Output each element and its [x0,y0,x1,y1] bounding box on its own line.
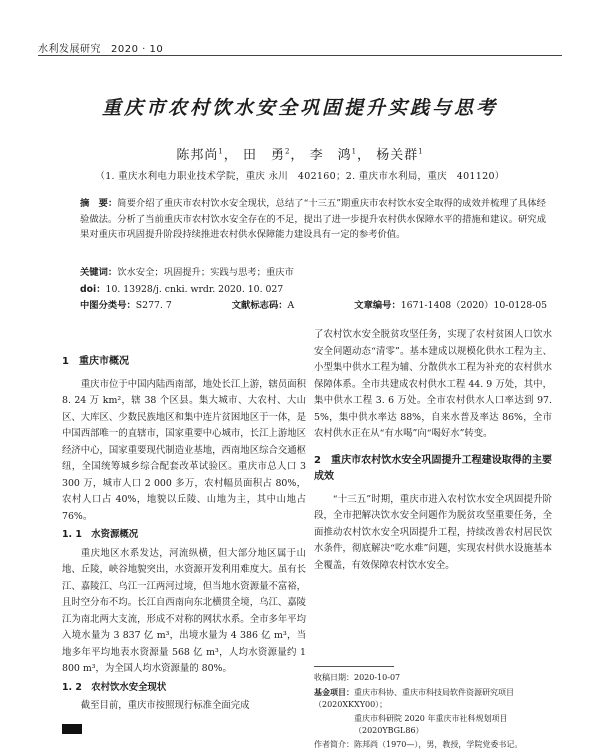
fund-item: 重庆市科研院 2020 年重庆市社科规划项目（2020YBGL86） [354,713,508,735]
journal-issue: 2020 · 10 [111,44,164,55]
paragraph: 了农村饮水安全脱贫攻坚任务，实现了农村贫困人口饮水安全问题动态“清零”。基本建成以规模化供水工程为主、小型集中供水工程为辅、分散供水工程为补充的农村供水保障体系。全市共建成农村供水工程 44. 9 万处，其中，集中供水工程 3. 6 万处。全市农村供水人口率达到 97. 5%，集中供水率达 88%，自来水普及率达 86%，全市农村供水正在从“有水喝”向“喝好水”转变。 [314,329,552,439]
author-affil-mark: 1 [351,147,358,156]
article-id: 1671-1408（2020）10-0128-05 [400,300,548,311]
keywords [80,264,546,278]
abstract-text: 简要介绍了重庆市农村饮水安全现状，总结了“十三五”期重庆市农村饮水安全取得的成效并梳理了具体经验做法。分析了当前重庆市农村饮水安全存在的不足，提出了进一步提升农村供水保障水平的措施和建议。研究成果对重庆市巩固提升阶段持续推进农村供水保障能力建设具有一定的参考价值。 [80,198,546,241]
header-divider [38,55,562,56]
footnote-divider [314,666,394,667]
keywords-text: 饮水安全；巩固提升；实践与思考；重庆市 [117,267,294,278]
fund-item: 重庆市科协、重庆市科技局软件资源研究项目（2020XKXY00）； [314,687,514,709]
abstract [80,196,546,243]
section-heading-2: 2 重庆市农村饮水安全巩固提升工程建设取得的主要成效 [314,454,552,482]
doi-text: 10. 13928/j. cnki. wrdr. 2020. 10. 027 [105,284,284,295]
left-column [62,350,306,715]
doc-code: A [287,300,295,311]
author-affil-mark: 1 [218,147,224,156]
subsection-heading-1-2: 1. 2 农村饮水安全现状 [62,681,167,693]
subsection-heading-1-1: 1. 1 水资源概况 [62,529,139,540]
affiliation: （1. 重庆水利电力职业技术学院，重庆 永川 402160；2. 重庆市水利局，重庆 401120） [95,171,505,182]
page-corner-mark [62,724,82,734]
clc-label: 中图分类号： [80,300,136,311]
paper-title: 重庆市农村饮水安全巩固提升实践与思考 [101,97,498,119]
paragraph: 重庆市位于中国内陆西南部，地处长江上游，辖员面积 8. 24 万 km²，辖 38 个区县。集大城市、大农村、大山区、大库区、少数民族地区和集中连片贫困地区于一体，是中国西部唯一的直辖市，国家重要中心城市，长江上游地区经济中心，国家重要现代制造业基地，西南地区综合交通枢纽，全国统筹城乡综合配套改革试验区。重庆市总人口 3 300 万，城市人口 2 000 多万，农村幅员面积占 80%，农村人口占 40%，地貌以丘陵、山地为主，其中山地占 76%。 [62,378,306,522]
author-name: 陈邦尚 [176,148,219,163]
author-name: 李 鸿 [309,148,352,163]
paragraph: 重庆地区水系发达，河流纵横，但大部分地区属于山地、丘陵，峡谷地貌突出，水资源开发利用难度大。虽有长江、嘉陵江、乌江一江两河过境，但当地水资源量不富裕，且时空分布不均。长江自西南向东北横贯全境，乌江、嘉陵江为南北两大支流，形成不对称的网状水系。全市多年平均入境水量为 3 837 亿 m³，出境水量为 4 386 亿 m³，当地多年平均地表水资源量 568 亿 m³，人均水资源量约 1 800 m³，为全国人均水资源量的 80%。 [62,547,306,674]
journal-name: 水利发展研究 [38,44,101,55]
keywords-label: 关键词： [80,267,118,278]
received-date: 收稿日期：2020-10-07 [314,673,401,682]
author-affil-mark: 1 [418,147,424,156]
doi-label: doi： [80,284,106,295]
abstract-label: 摘 要： [80,198,118,209]
doi [80,281,546,295]
footnotes [314,672,554,752]
clc-code: S277. 7 [135,300,172,311]
article-id-label: 文章编号： [354,300,401,311]
classification-line [80,297,560,311]
author-bio: 作者简介：陈邦尚（1970—），男，教授，学院党委书记。 [314,739,523,749]
fund-info [314,686,554,712]
paragraph: 截至目前，重庆市按照现行标准全面完成 [80,700,250,711]
section-heading-1: 1 重庆市概况 [62,356,129,367]
paragraph: “十三五”时期，重庆市进入农村饮水安全巩固提升阶段，全市把解决饮水安全问题作为脱贫攻坚重要任务，全面推动农村饮水安全巩固提升工程，持续改善农村居民饮水条件，彻底解决“吃水难”问题，实现农村供水设施基本全覆盖，有效保障农村饮水安全。 [314,493,552,571]
author-affil-mark: 2 [284,147,291,156]
author-name: 杨关群 [376,148,419,163]
fund-label: 基金项目： [314,686,354,697]
author-name: 田 勇 [242,148,285,163]
author-list: 陈邦尚$^1$， 田 勇$^2$， 李 鸿$^1$， 杨关群$^1$ [176,147,424,163]
right-column [314,327,552,574]
journal-header [38,40,163,55]
doc-code-label: 文献标志码： [231,300,288,311]
